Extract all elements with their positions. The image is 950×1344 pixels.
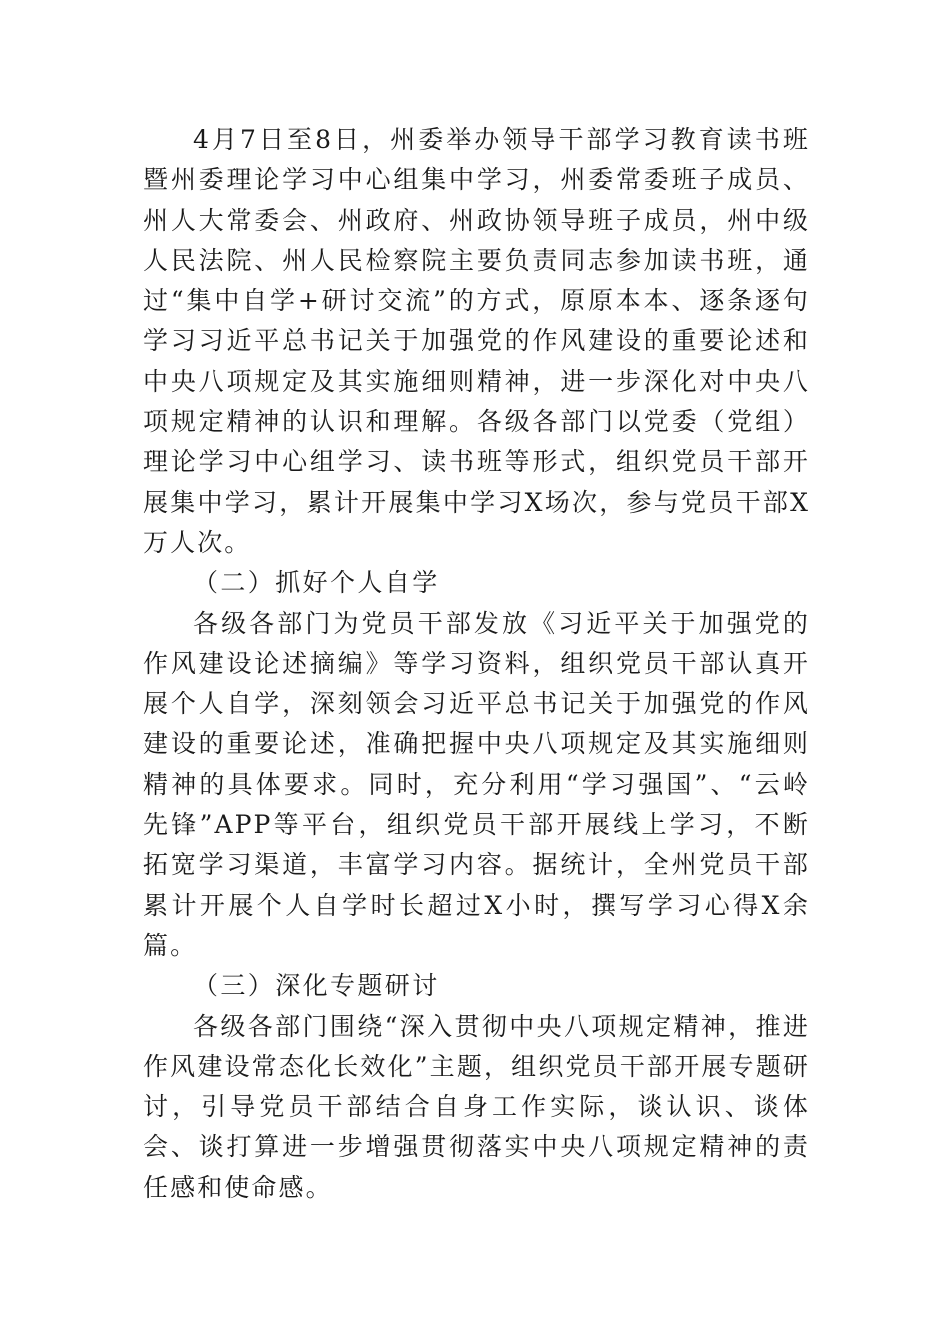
paragraph-reading-class: 4月7日至8日，州委举办领导干部学习教育读书班暨州委理论学习中心组集中学习，州委常委班子成员、州人大常委会、州政府、州政协领导班子成员，州中级人民法院、州人民检察院主要负责同志参加读书班，通过“集中自学+研讨交流”的方式，原原本本、逐条逐句学习习近平总书记关于加强党的作风建设的重要论述和中央八项规定及其实施细则精神，进一步深化对中央八项规定精神的认识和理解。各级各部门以党委（党组）理论学习中心组学习、读书班等形式，组织党员干部开展集中学习，累计开展集中学习X场次，参与党员干部X万人次。 xyxy=(143,125,810,557)
paragraph-seminar: 各级各部门围绕“深入贯彻中央八项规定精神，推进作风建设常态化长效化”主题，组织党员干部开展专题研讨，引导党员干部结合自身工作实际，谈认识、谈体会、谈打算进一步增强贯彻落实中央八项规定精神的责任感和使命感。 xyxy=(143,1011,810,1202)
section-heading-seminar: （三）深化专题研讨 xyxy=(193,971,440,1001)
section-heading-self-study: （二）抓好个人自学 xyxy=(193,568,440,598)
paragraph-self-study: 各级各部门为党员干部发放《习近平关于加强党的作风建设论述摘编》等学习资料，组织党员干部认真开展个人自学，深刻领会习近平总书记关于加强党的作风建设的重要论述，准确把握中央八项规定及其实施细则精神的具体要求。同时，充分利用“学习强国”、“云岭先锋”APP等平台，组织党员干部开展线上学习，不断拓宽学习渠道，丰富学习内容。据统计，全州党员干部累计开展个人自学时长超过X小时，撰写学习心得X余篇。 xyxy=(143,608,810,960)
document-page xyxy=(143,120,810,1208)
